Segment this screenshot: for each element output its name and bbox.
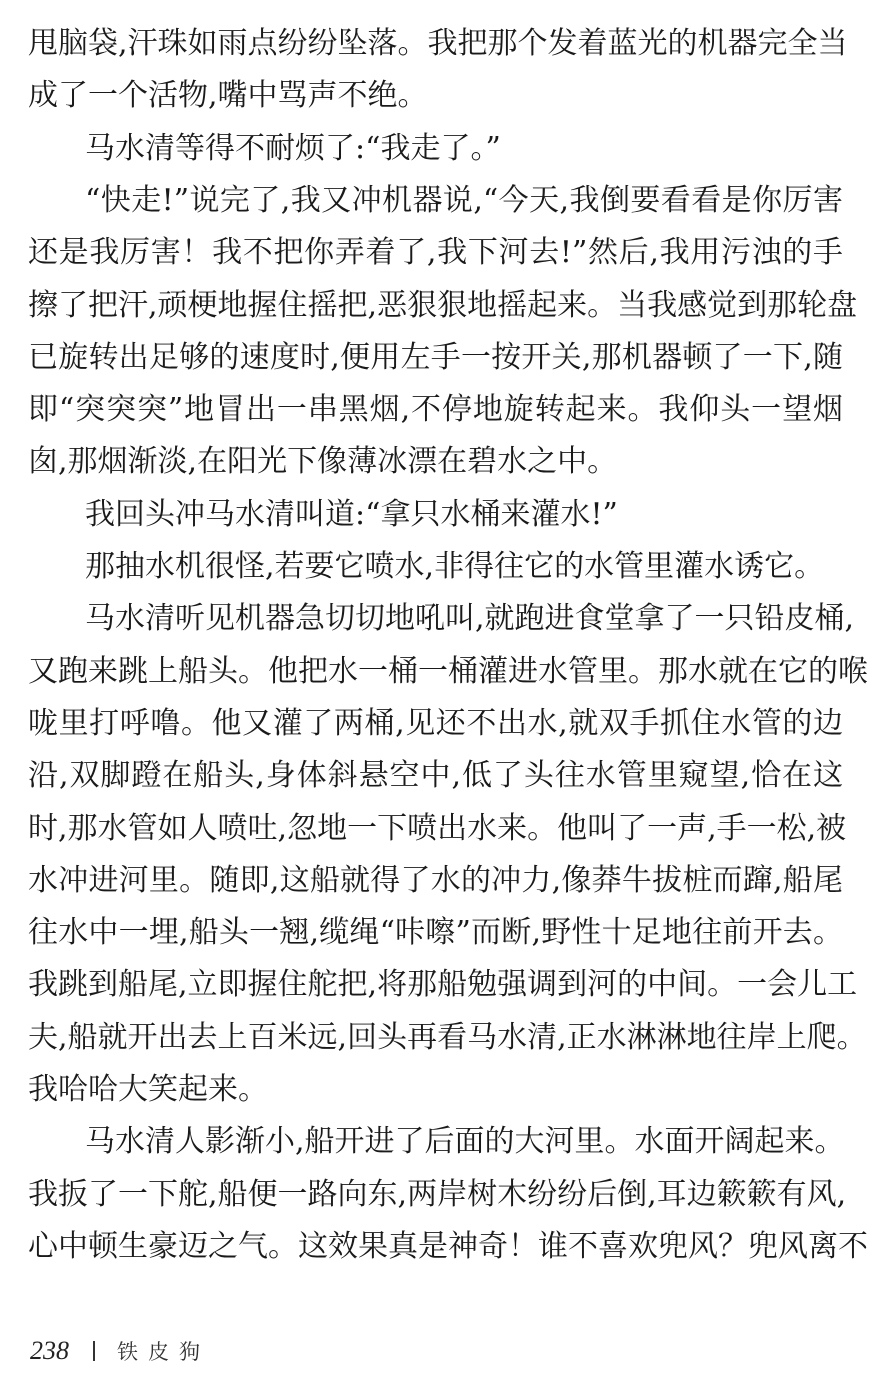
text-line: 我扳了一下舵,船便一路向东,两岸树木纷纷后倒,耳边簌簌有风, (28, 1176, 847, 1212)
text-line: 马水清人影渐小,船开进了后面的大河里。水面开阔起来。 (85, 1124, 845, 1160)
text-line: 咙里打呼噜。他又灌了两桶,见还不出水,就双手抓住水管的边 (28, 705, 843, 741)
text-line: 又跑来跳上船头。他把水一桶一桶灌进水管里。那水就在它的喉 (28, 653, 868, 689)
book-title: 铁皮狗 (117, 1340, 210, 1364)
page-number: 238 (30, 1336, 69, 1365)
text-line: “快走!”说完了,我又冲机器说,“今天,我倒要看看是你厉害 (85, 182, 843, 218)
text-line: 擦了把汗,顽梗地握住摇把,恶狠狠地摇起来。当我感觉到那轮盘 (28, 287, 858, 323)
text-line: 囱,那烟渐淡,在阳光下像薄冰漂在碧水之中。 (28, 444, 618, 480)
text-line: 沿,双脚蹬在船头,身体斜悬空中,低了头往水管里窥望,恰在这 (28, 758, 843, 794)
text-line: 甩脑袋,汗珠如雨点纷纷坠落。我把那个发着蓝光的机器完全当 (28, 26, 848, 61)
text-line: 我跳到船尾,立即握住舵把,将那船勉强调到河的中间。一会儿工 (28, 967, 858, 1003)
text-line: 我哈哈大笑起来。 (28, 1072, 268, 1107)
text-line: 往水中一埋,船头一翘,缆绳“咔嚓”而断,野性十足地往前开去。 (28, 915, 843, 951)
text-line: 时,那水管如人喷吐,忽地一下喷出水来。他叫了一声,手一松,被 (28, 810, 847, 846)
text-line: 已旋转出足够的速度时,便用左手一按开关,那机器顿了一下,随 (28, 339, 843, 375)
text-line: 还是我厉害！我不把你弄着了,我下河去!”然后,我用污浊的手 (28, 235, 843, 271)
text-line: 我回头冲马水清叫道:“拿只水桶来灌水!” (85, 496, 618, 532)
text-line: 成了一个活物,嘴中骂声不绝。 (28, 78, 428, 114)
text-line: 即“突突突”地冒出一串黑烟,不停地旋转起来。我仰头一望烟 (28, 392, 843, 428)
text-line: 水冲进河里。随即,这船就得了水的冲力,像莽牛拔桩而蹿,船尾 (28, 862, 843, 898)
text-line: 心中顿生豪迈之气。这效果真是神奇！谁不喜欢兜风？兜风离不 (28, 1228, 868, 1264)
text-line: 那抽水机很怪,若要它喷水,非得往它的水管里灌水诱它。 (85, 549, 825, 584)
text-line: 马水清等得不耐烦了:“我走了。” (85, 130, 501, 166)
text-line: 夫,船就开出去上百米远,回头再看马水清,正水淋淋地往岸上爬。 (28, 1019, 867, 1055)
page-footer (30, 1333, 210, 1369)
footer-divider (93, 1341, 95, 1361)
text-line: 马水清听见机器急切切地吼叫,就跑进食堂拿了一只铅皮桶, (85, 601, 855, 637)
